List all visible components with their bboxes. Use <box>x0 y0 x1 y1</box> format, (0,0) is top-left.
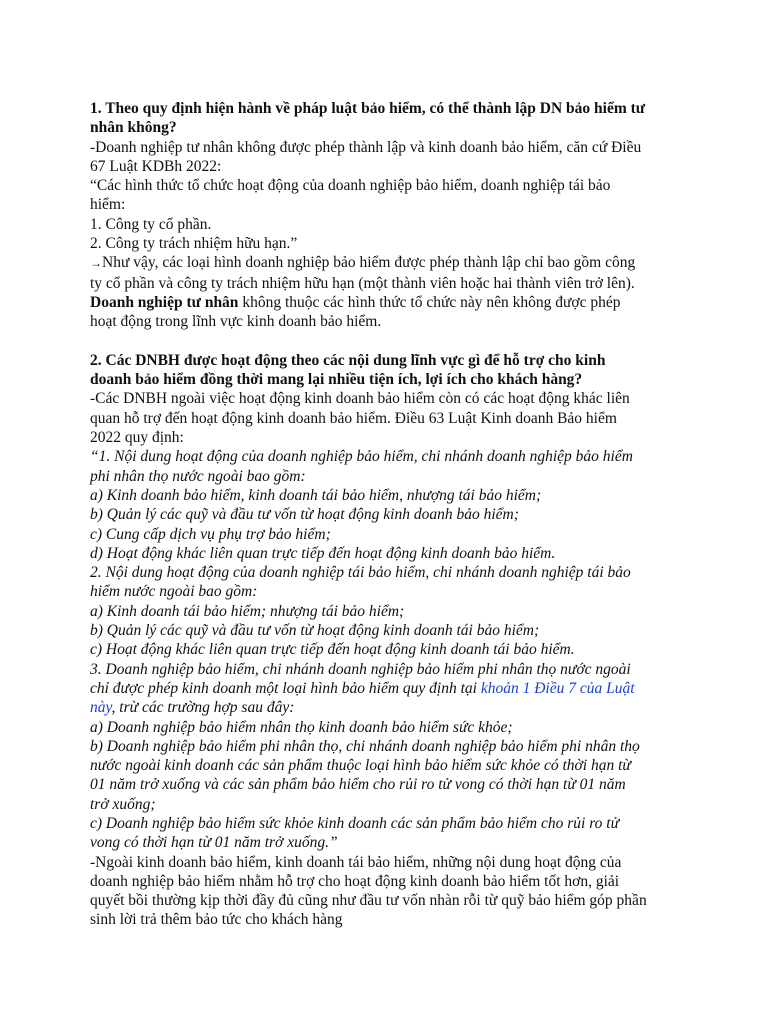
arrow-right-icon: → <box>90 256 102 271</box>
q1-intro-line: 67 Luật KDBh 2022: <box>90 157 222 175</box>
q2-quote-line: b) Quản lý các quỹ và đầu tư vốn từ hoạt động kinh doanh bảo hiểm; <box>90 506 519 524</box>
q1-intro-line: -Doanh nghiệp tư nhân không được phép thành lập và kinh doanh bảo hiểm, căn cứ Điều <box>90 138 642 156</box>
q2-quote-line: “1. Nội dung hoạt động của doanh nghiệp bảo hiểm, chi nhánh doanh nghiệp bảo hiểm <box>90 448 633 466</box>
q1-conclusion-text: Như vậy, các loại hình doanh nghiệp bảo hiểm được phép thành lập chỉ bao gồm công <box>102 254 636 272</box>
paragraph-spacer <box>90 332 690 351</box>
question-1-answer <box>90 138 690 332</box>
q2-quote-line: d) Hoạt động khác liên quan trực tiếp đến hoạt động kinh doanh bảo hiểm. <box>90 544 556 562</box>
question-2-answer <box>90 389 690 929</box>
q2-quote-line: trở xuống; <box>90 795 156 813</box>
question-1-title <box>90 99 690 138</box>
q2-quote-line: 3. Doanh nghiệp bảo hiểm, chi nhánh doanh nghiệp bảo hiểm phi nhân thọ nước ngoài <box>90 660 631 678</box>
q2-quote-line: c) Doanh nghiệp bảo hiểm sức khỏe kinh doanh các sản phẩm bảo hiểm cho rủi ro tử <box>90 814 620 832</box>
q2-quote-line: vong có thời hạn từ 01 năm trở xuống.” <box>90 834 338 852</box>
q1-conclusion-text: không thuộc các hình thức tổ chức này nên không được phép <box>238 293 621 311</box>
q2-legal-quote <box>90 447 690 852</box>
q1-conclusion-line: ty cổ phần và công ty trách nhiệm hữu hạn (một thành viên hoặc hai thành viên trở lên). <box>90 274 635 292</box>
q1-conclusion-line <box>90 293 690 312</box>
question-2-title <box>90 351 690 390</box>
q2-quote-line: a) Kinh doanh tái bảo hiểm; nhượng tái bảo hiểm; <box>90 602 405 620</box>
q2-quote-line: hiểm nước ngoài bao gồm: <box>90 583 258 601</box>
q2-quote-line: phi nhân thọ nước ngoài bao gồm: <box>90 467 306 485</box>
q2-quote-line: b) Doanh nghiệp bảo hiểm phi nhân thọ, chi nhánh doanh nghiệp bảo hiểm phi nhân thọ <box>90 737 640 755</box>
q2-quote-line: nước ngoài kinh doanh các sản phẩm thuộc loại hình bảo hiểm sức khỏe có thời hạn từ <box>90 757 631 775</box>
q1-quote-line: 2. Công ty trách nhiệm hữu hạn.” <box>90 235 298 253</box>
q2-intro-line: 2022 quy định: <box>90 429 184 447</box>
document-page <box>90 99 690 930</box>
q2-quote-line: b) Quản lý các quỹ và đầu tư vốn từ hoạt động kinh doanh tái bảo hiểm; <box>90 622 540 640</box>
q2-closing-line: quyết bồi thường kịp thời đầy đủ cũng như đầu tư vốn nhàn rỗi từ quỹ bảo hiểm góp phần <box>90 892 647 910</box>
q1-quote-line: “Các hình thức tổ chức hoạt động của doanh nghiệp bảo hiểm, doanh nghiệp tái bảo <box>90 177 611 195</box>
q2-quote-text: , trừ các trường hợp sau đây: <box>111 699 295 717</box>
law-reference-link[interactable]: khoản 1 Điều 7 của Luật <box>480 679 635 697</box>
q2-closing-line: -Ngoài kinh doanh bảo hiểm, kinh doanh tái bảo hiểm, những nội dung hoạt động của <box>90 853 622 871</box>
q2-intro-line: quan hỗ trợ đến hoạt động kinh doanh bảo hiểm. Điều 63 Luật Kinh doanh Bảo hiểm <box>90 409 617 427</box>
q1-quote-line: hiểm: <box>90 196 126 214</box>
law-reference-link[interactable]: này <box>90 699 112 717</box>
q2-quote-line: 01 năm trở xuống và các sản phẩm bảo hiểm cho rủi ro tử vong có thời hạn từ 01 năm <box>90 776 626 794</box>
q2-intro-line: -Các DNBH ngoài việc hoạt động kinh doanh bảo hiểm còn có các hoạt động khác liên <box>90 390 630 408</box>
q2-quote-line: c) Hoạt động khác liên quan trực tiếp đến hoạt động kinh doanh tái bảo hiểm. <box>90 641 575 659</box>
q2-quote-line: a) Doanh nghiệp bảo hiểm nhân thọ kinh doanh bảo hiểm sức khỏe; <box>90 718 513 736</box>
q2-closing-line: sinh lời trả thêm bảo tức cho khách hàng <box>90 911 343 929</box>
q1-quote-line: 1. Công ty cổ phần. <box>90 215 212 233</box>
q2-title-line: 2. Các DNBH được hoạt động theo các nội dung lĩnh vực gì để hỗ trợ cho kinh <box>90 351 606 369</box>
q2-title-line: doanh bảo hiểm đồng thời mang lại nhiều tiện ích, lợi ích cho khách hàng? <box>90 371 583 389</box>
q2-quote-line: 2. Nội dung hoạt động của doanh nghiệp tái bảo hiểm, chi nhánh doanh nghiệp tái bảo <box>90 564 631 582</box>
q1-title-line: 1. Theo quy định hiện hành về pháp luật bảo hiểm, có thể thành lập DN bảo hiểm tư <box>90 100 646 117</box>
q2-quote-line <box>90 698 690 717</box>
q1-conclusion-bold: Doanh nghiệp tư nhân <box>90 293 239 311</box>
q2-closing-line: doanh nghiệp bảo hiểm nhằm hỗ trợ cho hoạt động kinh doanh bảo hiểm tốt hơn, giải <box>90 872 620 890</box>
q2-quote-line: c) Cung cấp dịch vụ phụ trợ bảo hiểm; <box>90 525 331 543</box>
q1-title-line: nhân không? <box>90 119 177 137</box>
q2-quote-text: chỉ được phép kinh doanh một loại hình bảo hiểm quy định tại <box>90 679 481 697</box>
q1-conclusion-line <box>90 253 690 273</box>
q2-quote-line <box>90 679 690 698</box>
q2-quote-line: a) Kinh doanh bảo hiểm, kinh doanh tái bảo hiểm, nhượng tái bảo hiểm; <box>90 486 542 504</box>
q1-conclusion-line: hoạt động trong lĩnh vực kinh doanh bảo hiểm. <box>90 313 382 331</box>
